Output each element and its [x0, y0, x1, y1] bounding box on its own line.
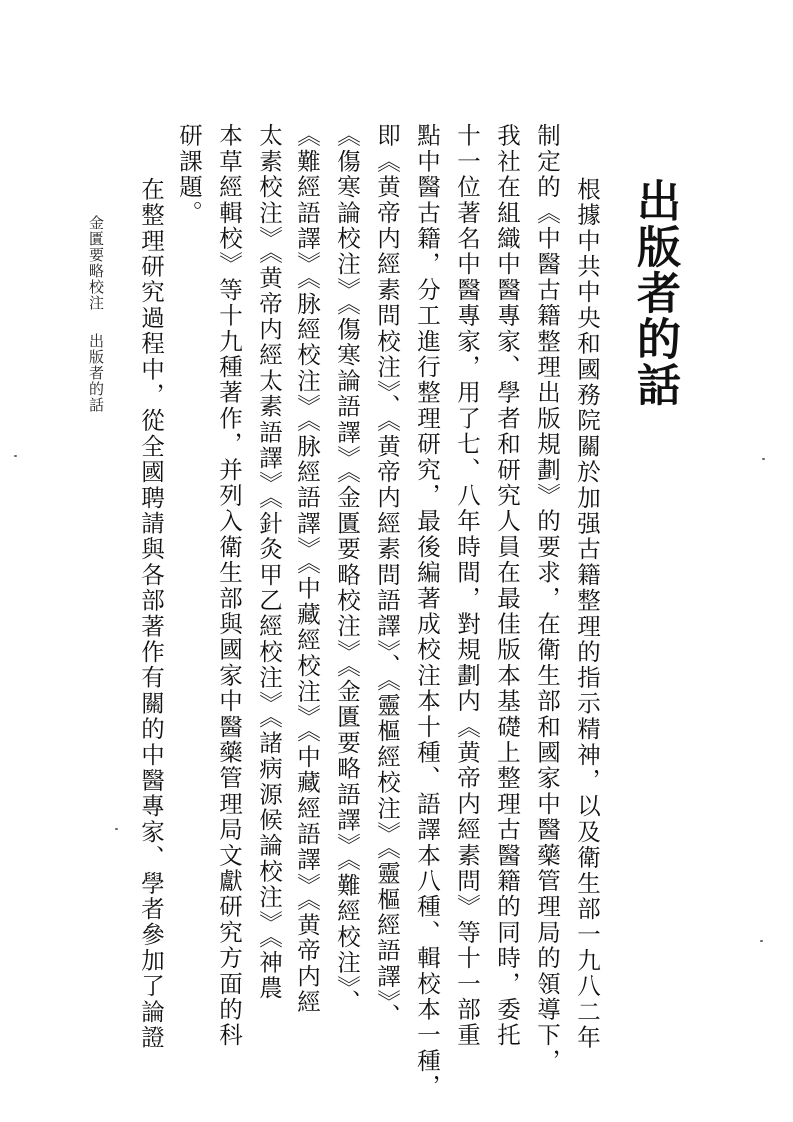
text-column-11: 研課題。 — [175, 123, 203, 226]
text-column-3: 我社在組織中醫專家、學者和研究人員在最佳版本基礎上整理古醫籍的同時，委托 — [493, 123, 521, 1049]
footer-section-title: 出版者的話 — [87, 333, 105, 413]
scan-speck — [14, 455, 17, 457]
text-column-12: 在整理研究過程中，從全國聘請與各部著作有關的中醫專家、學者參加了論證 — [137, 151, 165, 1051]
scan-speck — [760, 940, 763, 942]
running-footer — [88, 215, 104, 413]
text-column-2: 制定的《中醫古籍整理出版規劃》的要求，在衛生部和國家中醫藥管理局的領導下， — [533, 123, 561, 1074]
text-column-7: 《傷寒論校注》《傷寒論語譯》《金匱要略校注》《金匱要略語譯》《難經校注》、 — [333, 123, 361, 1016]
text-column-1: 根據中共中央和國務院關於加强古籍整理的指示精神，以及衛生部一九八二年 — [573, 151, 601, 1051]
scan-speck — [762, 458, 765, 460]
text-column-8: 《難經語譯》《脉經校注》《脉經語譯》《中藏經校注》《中藏經語譯》《黄帝内經 — [293, 123, 321, 1016]
page-title: 出版者的話 — [629, 178, 680, 408]
text-column-9: 太素校注》《黄帝内經太素語譯》《針灸甲乙經校注》《諸病源候論校注》《神農 — [255, 123, 283, 1002]
text-column-6: 即《黄帝内經素問校注》、《黄帝内經素問語譯》、《靈樞經校注》《靈樞經語譯》、 — [373, 123, 401, 1030]
footer-book-title: 金匱要略校注 — [87, 215, 105, 311]
text-column-10: 本草經輯校》等十九種著作，并列入衛生部與國家中醫藥管理局文獻研究方面的科 — [215, 123, 243, 1049]
text-column-5: 點中醫古籍，分工進行整理研究，最後編著成校注本十種、語譯本八種、輯校本一種， — [413, 123, 441, 1100]
scan-speck — [115, 828, 118, 830]
text-column-4: 十一位著名中醫專家，用了七、八年時間，對規劃内《黄帝内經素問》等十一部重 — [453, 123, 481, 1049]
